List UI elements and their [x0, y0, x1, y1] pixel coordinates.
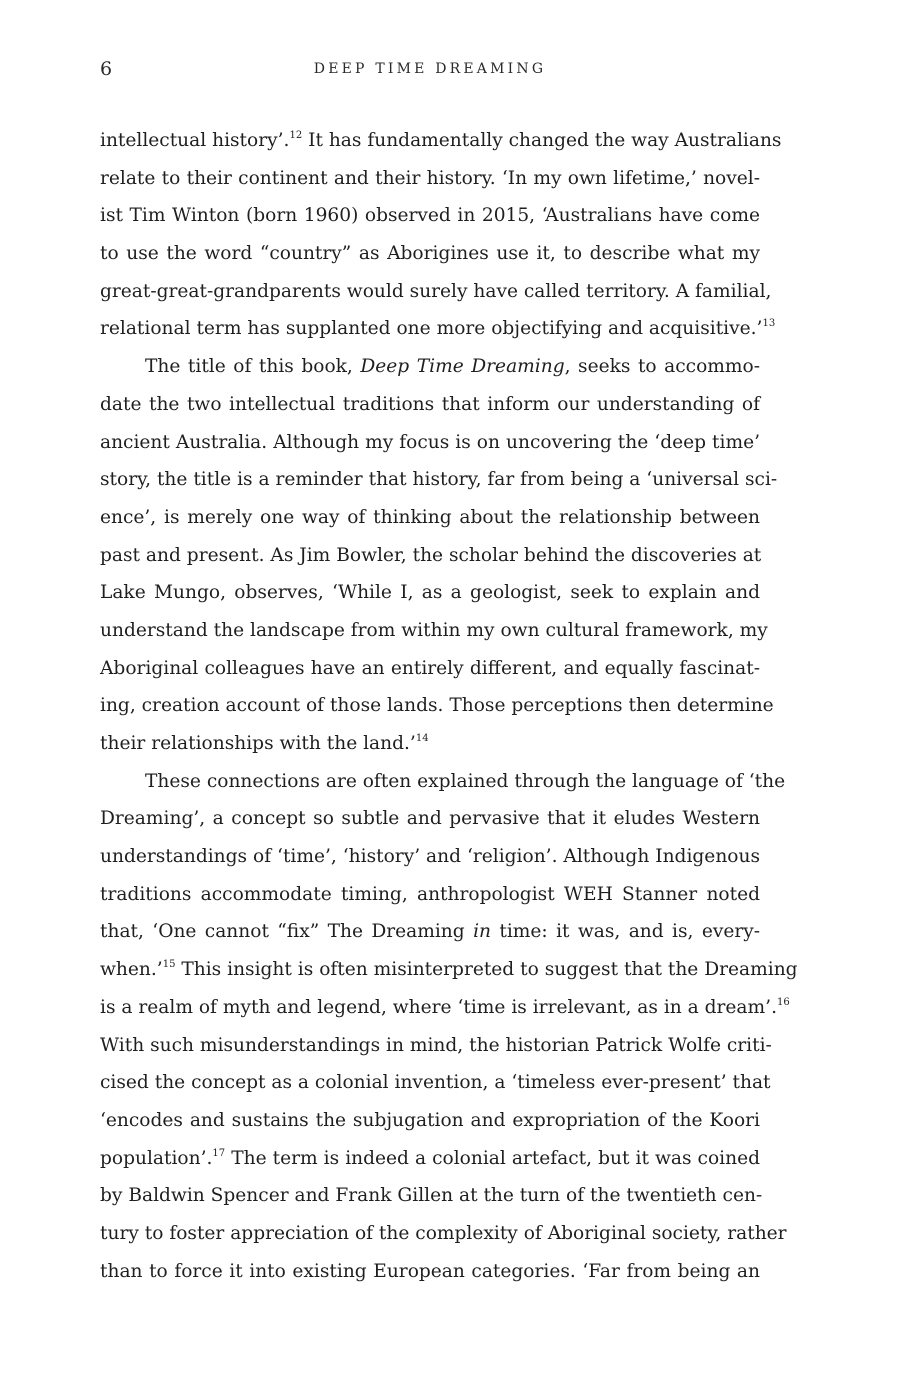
- text-line: [100, 800, 760, 838]
- text-segment: by Baldwin Spencer and Frank Gillen at the turn of the twentieth cen-: [100, 1185, 763, 1207]
- italic-text: in: [473, 921, 491, 943]
- text-segment: ancient Australia. Although my focus is on uncovering the ‘deep time’: [100, 431, 760, 453]
- running-title: DEEP TIME DREAMING: [313, 61, 547, 77]
- text-line: [100, 461, 778, 499]
- paragraph: [100, 763, 798, 1291]
- text-segment: ist Tim Winton (born 1960) observed in 2015, ‘Australians have come: [100, 205, 760, 227]
- text-line: [100, 725, 760, 763]
- page-number: 6: [100, 58, 113, 80]
- text-line: [100, 197, 760, 235]
- text-line: [100, 1253, 760, 1291]
- text-line: [100, 574, 760, 612]
- footnote-ref: 15: [162, 959, 176, 971]
- text-line: [100, 687, 774, 725]
- text-line: [100, 499, 760, 537]
- text-segment: ‘encodes and sustains the subjugation and expropriation of the Koori: [100, 1109, 760, 1131]
- text-line: [100, 1027, 772, 1065]
- text-segment: than to force it into existing European categories. ‘Far from being an: [100, 1260, 760, 1282]
- text-segment: great-great-grandparents would surely have called territory. A familial,: [100, 280, 772, 302]
- footnote-ref: 16: [776, 996, 790, 1008]
- text-line: [100, 838, 760, 876]
- text-segment: date the two intellectual traditions that inform our understanding of: [100, 393, 760, 415]
- text-segment: is a realm of myth and legend, where ‘time is irrelevant, as in a dream’.: [100, 996, 777, 1018]
- footnote-ref: 13: [762, 318, 776, 330]
- text-segment: With such misunderstandings in mind, the historian Patrick Wolfe criti-: [100, 1034, 772, 1056]
- body-text: [100, 122, 798, 1290]
- footnote-ref: 17: [212, 1147, 226, 1159]
- text-segment: story, the title is a reminder that history, far from being a ‘universal sci-: [100, 469, 778, 491]
- text-segment: intellectual history’.: [100, 130, 290, 151]
- text-line: [100, 1215, 787, 1253]
- text-segment: relate to their continent and their history. ‘In my own lifetime,’ novel-: [100, 167, 760, 189]
- text-line: [100, 348, 760, 386]
- text-segment: ence’, is merely one way of thinking about the relationship between: [100, 506, 760, 528]
- text-segment: It has fundamentally changed the way Australians: [302, 130, 782, 151]
- text-line: [100, 424, 760, 462]
- text-line: [100, 122, 782, 160]
- running-head: [100, 58, 760, 82]
- text-segment: traditions accommodate timing, anthropologist WEH Stanner noted: [100, 883, 760, 905]
- text-line: [100, 650, 760, 688]
- text-line: [100, 876, 760, 914]
- paragraph: [100, 122, 782, 348]
- text-line: [100, 1064, 771, 1102]
- text-segment: population’.: [100, 1147, 213, 1169]
- text-line: [100, 537, 760, 575]
- text-segment: understand the landscape from within my own cultural framework, my: [100, 619, 768, 641]
- text-line: [100, 989, 790, 1027]
- text-segment: The term is indeed a colonial artefact, but it was coined: [225, 1147, 760, 1169]
- text-segment: These connections are often explained through the language of ‘the: [145, 770, 786, 792]
- text-line: [100, 951, 798, 989]
- text-line: [100, 1102, 760, 1140]
- text-segment: that, ‘One cannot “fix” The Dreaming: [100, 921, 474, 943]
- text-segment: Dreaming’, a concept so subtle and pervasive that it eludes Western: [100, 808, 760, 830]
- text-line: [100, 612, 768, 650]
- text-line: [100, 913, 760, 951]
- text-segment: Aboriginal colleagues have an entirely different, and equally fascinat-: [100, 657, 760, 679]
- text-line: [100, 763, 786, 801]
- paragraph: [100, 348, 778, 763]
- text-segment: ing, creation account of those lands. Those perceptions then determine: [100, 695, 774, 717]
- text-segment: understandings of ‘time’, ‘history’ and ‘religion’. Although Indigenous: [100, 846, 760, 868]
- text-segment: their relationships with the land.’: [100, 733, 416, 754]
- text-line: [100, 160, 760, 198]
- text-segment: This insight is often misinterpreted to suggest that the Dreaming: [175, 959, 798, 981]
- text-line: [100, 386, 760, 424]
- footnote-ref: 14: [415, 733, 429, 744]
- text-line: [100, 310, 776, 348]
- text-segment: tury to foster appreciation of the complexity of Aboriginal society, rather: [100, 1222, 787, 1244]
- text-segment: when.’: [100, 959, 163, 981]
- text-segment: time: it was, and is, every-: [491, 921, 761, 943]
- text-segment: , seeks to accommo-: [564, 356, 760, 378]
- text-segment: to use the word “country” as Aborigines use it, to describe what my: [100, 243, 760, 265]
- text-segment: Lake Mungo, observes, ‘While I, as a geologist, seek to explain and: [100, 582, 760, 604]
- text-segment: The title of this book,: [145, 356, 361, 378]
- text-line: [100, 235, 760, 273]
- text-line: [100, 1177, 763, 1215]
- text-line: [100, 273, 772, 311]
- text-segment: past and present. As Jim Bowler, the scholar behind the discoveries at: [100, 544, 762, 566]
- text-line: [100, 1140, 760, 1178]
- text-segment: relational term has supplanted one more objectifying and acquisitive.’: [100, 318, 763, 340]
- italic-text: Deep Time Dreaming: [360, 356, 565, 378]
- footnote-ref: 12: [289, 130, 303, 141]
- text-segment: cised the concept as a colonial invention, a ‘timeless ever-present’ that: [100, 1072, 771, 1094]
